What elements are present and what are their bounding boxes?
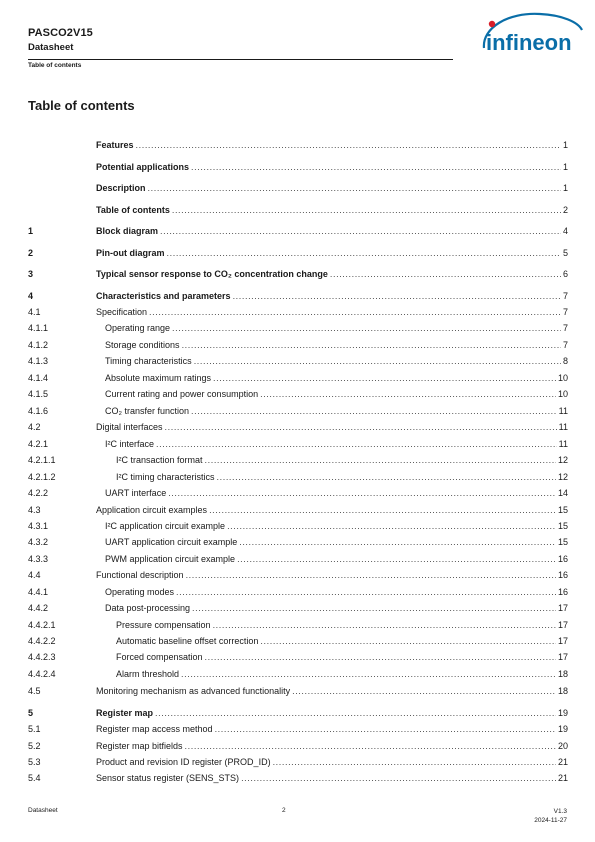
toc-entry-page: 16 (557, 554, 568, 564)
toc-entry-page: 2 (562, 205, 568, 215)
toc-entry[interactable] (28, 267, 568, 281)
toc-entry-page: 8 (562, 356, 568, 366)
toc-entry-line (116, 650, 568, 664)
header-doc-type: Datasheet (28, 42, 74, 53)
toc-entry-title: Operating modes (105, 587, 175, 597)
toc-entry-line (105, 338, 568, 352)
toc-entry[interactable] (28, 755, 568, 769)
toc-entry-line (96, 568, 568, 582)
toc-entry-line (96, 305, 568, 319)
toc-entry[interactable] (28, 246, 568, 260)
toc-entry-line (96, 420, 568, 434)
toc-dot-leader (205, 650, 556, 664)
toc-entry-page: 17 (557, 603, 568, 613)
toc-dot-leader (186, 568, 556, 582)
toc-entry-line (116, 634, 568, 648)
toc-entry-number: 4.2.1.1 (28, 455, 56, 465)
toc-dot-leader (237, 552, 556, 566)
toc-dot-leader (260, 634, 556, 648)
toc-entry[interactable] (28, 618, 568, 632)
toc-entry[interactable] (28, 453, 568, 467)
toc-entry[interactable] (28, 338, 568, 352)
toc-entry-page: 1 (562, 140, 568, 150)
toc-entry-line (96, 289, 568, 303)
toc-entry-number: 5.3 (28, 757, 41, 767)
toc-entry-page: 18 (557, 669, 568, 679)
toc-entry[interactable] (28, 387, 568, 401)
toc-entry-title: Operating range (105, 323, 171, 333)
toc-dot-leader (172, 203, 561, 217)
toc-dot-leader (181, 667, 556, 681)
toc-entry-line (105, 486, 568, 500)
header-section: Table of contents (28, 62, 82, 69)
toc-entry-page: 7 (562, 307, 568, 317)
toc-entry-number: 4.4.2.4 (28, 669, 56, 679)
toc-entry-line (105, 437, 568, 451)
toc-entry-page: 4 (562, 226, 568, 236)
toc-entry-line (105, 552, 568, 566)
toc-entry-page: 1 (562, 162, 568, 172)
toc-entry-line (96, 771, 568, 785)
toc-entry-title: Characteristics and parameters (96, 291, 231, 301)
toc-entry-number: 4.4.1 (28, 587, 49, 597)
toc-dot-leader (292, 684, 556, 698)
toc-entry-number: 4.4 (28, 570, 41, 580)
footer-doc-type: Datasheet (28, 807, 58, 814)
toc-entry-number: 5.4 (28, 773, 41, 783)
toc-entry-page: 16 (557, 587, 568, 597)
toc-entry-page: 11 (558, 406, 568, 416)
footer-page-number: 2 (282, 807, 286, 814)
footer-date: 2024-11-27 (534, 817, 567, 824)
toc-entry[interactable] (28, 181, 568, 195)
toc-entry-line (105, 404, 568, 418)
toc-entry-number: 4.4.2 (28, 603, 49, 613)
toc-entry-line (116, 470, 568, 484)
page-title: Table of contents (28, 98, 135, 113)
toc-entry-line (105, 371, 568, 385)
toc-entry-number: 4.1.4 (28, 373, 49, 383)
toc-entry-line (96, 203, 568, 217)
toc-dot-leader (155, 706, 556, 720)
toc-entry-title: Digital interfaces (96, 422, 163, 432)
toc-entry-title: Current rating and power consumption (105, 389, 259, 399)
toc-entry-page: 17 (557, 652, 568, 662)
toc-entry-number: 5.2 (28, 741, 41, 751)
toc-entry-page: 19 (557, 708, 568, 718)
toc-entry-title: CO₂ transfer function (105, 406, 190, 416)
toc-entry-number: 4.3 (28, 505, 41, 515)
toc-entry-number: 4.2.1 (28, 439, 49, 449)
toc-dot-leader (185, 739, 556, 753)
toc-entry[interactable] (28, 138, 568, 152)
toc-entry[interactable] (28, 552, 568, 566)
toc-dot-leader (209, 503, 556, 517)
toc-entry-line (105, 519, 568, 533)
toc-entry-number: 3 (28, 269, 34, 279)
toc-entry[interactable] (28, 420, 568, 434)
toc-entry-page: 14 (557, 488, 568, 498)
footer-revision (500, 807, 567, 825)
toc-entry[interactable] (28, 771, 568, 785)
toc-entry-number: 4.1.6 (28, 406, 49, 416)
toc-entry-line (96, 181, 568, 195)
toc-entry-page: 5 (562, 248, 568, 258)
toc-entry-number: 4.1.2 (28, 340, 49, 350)
toc-entry-number: 2 (28, 248, 34, 258)
toc-dot-leader (213, 371, 556, 385)
toc-entry-page: 17 (557, 620, 568, 630)
toc-dot-leader (241, 771, 556, 785)
toc-entry-page: 15 (557, 537, 568, 547)
toc-entry-title: Pin-out diagram (96, 248, 165, 258)
toc-entry-title: Functional description (96, 570, 184, 580)
toc-entry[interactable] (28, 706, 568, 720)
toc-entry[interactable] (28, 503, 568, 517)
toc-entry-title: I²C transaction format (116, 455, 203, 465)
toc-entry-line (96, 739, 568, 753)
toc-dot-leader (160, 224, 561, 238)
toc-entry-page: 10 (557, 389, 568, 399)
toc-dot-leader (191, 404, 557, 418)
toc-entry-title: Potential applications (96, 162, 190, 172)
toc-entry-title: Specification (96, 307, 148, 317)
toc-dot-leader (227, 519, 556, 533)
toc-entry[interactable] (28, 684, 568, 698)
toc-entry-title: Typical sensor response to CO₂ concentration change (96, 269, 328, 279)
header-product: PASCO2V15 (28, 27, 93, 39)
toc-dot-leader (167, 246, 561, 260)
toc-entry[interactable] (28, 404, 568, 418)
toc-entry-page: 7 (562, 323, 568, 333)
toc-entry-line (96, 224, 568, 238)
toc-dot-leader (172, 321, 561, 335)
toc-entry-line (105, 354, 568, 368)
toc-entry[interactable] (28, 585, 568, 599)
toc-entry-title: I²C application circuit example (105, 521, 226, 531)
toc-entry-page: 19 (557, 724, 568, 734)
toc-entry-number: 4.1 (28, 307, 41, 317)
toc-entry-title: Automatic baseline offset correction (116, 636, 259, 646)
toc-dot-leader (192, 601, 556, 615)
toc-entry[interactable] (28, 667, 568, 681)
toc-entry-title: Register map access method (96, 724, 213, 734)
toc-entry-number: 4.1.3 (28, 356, 49, 366)
toc-entry-title: PWM application circuit example (105, 554, 236, 564)
toc-entry[interactable] (28, 535, 568, 549)
toc-dot-leader (156, 437, 557, 451)
toc-dot-leader (165, 420, 557, 434)
toc-entry[interactable] (28, 354, 568, 368)
toc-dot-leader (217, 470, 556, 484)
toc-dot-leader (176, 585, 556, 599)
toc-entry[interactable] (28, 486, 568, 500)
toc-entry[interactable] (28, 371, 568, 385)
toc-entry-title: Storage conditions (105, 340, 180, 350)
toc-dot-leader (149, 305, 561, 319)
toc-entry[interactable] (28, 321, 568, 335)
toc-entry-page: 7 (562, 291, 568, 301)
toc-entry-title: Product and revision ID register (PROD_ID) (96, 757, 271, 767)
toc-entry[interactable] (28, 437, 568, 451)
toc-dot-leader (182, 338, 561, 352)
toc-entry-title: Register map bitfields (96, 741, 183, 751)
toc-entry-title: I²C interface (105, 439, 155, 449)
toc-entry-title: Description (96, 183, 146, 193)
toc-entry-line (96, 267, 568, 281)
toc-entry-line (96, 503, 568, 517)
toc-entry-title: I²C timing characteristics (116, 472, 215, 482)
toc-entry-number: 5 (28, 708, 34, 718)
toc-entry-number: 4.1.1 (28, 323, 49, 333)
footer-version: V1.3 (553, 808, 567, 815)
toc-dot-leader (194, 354, 561, 368)
toc-entry[interactable] (28, 568, 568, 582)
toc-entry[interactable] (28, 601, 568, 615)
toc-entry-title: Forced compensation (116, 652, 203, 662)
toc-entry[interactable] (28, 519, 568, 533)
toc-entry-page: 7 (562, 340, 568, 350)
toc-entry-line (116, 618, 568, 632)
toc-entry-title: Features (96, 140, 134, 150)
toc-dot-leader (330, 267, 561, 281)
toc-entry-line (105, 601, 568, 615)
toc-entry[interactable] (28, 722, 568, 736)
toc-dot-leader (233, 289, 561, 303)
toc-entry-page: 16 (557, 570, 568, 580)
logo-wordmark: infineon (486, 30, 572, 55)
toc-entry-title: UART application circuit example (105, 537, 238, 547)
toc-entry[interactable] (28, 224, 568, 238)
toc-entry-line (96, 138, 568, 152)
toc-entry-number: 4.4.2.3 (28, 652, 56, 662)
toc-entry-number: 1 (28, 226, 34, 236)
toc-dot-leader (191, 160, 561, 174)
toc-entry-page: 20 (557, 741, 568, 751)
toc-entry[interactable] (28, 739, 568, 753)
toc-entry-title: Pressure compensation (116, 620, 211, 630)
toc-entry-page: 6 (562, 269, 568, 279)
toc-entry[interactable] (28, 289, 568, 303)
toc-entry-title: Monitoring mechanism as advanced functionality (96, 686, 291, 696)
toc-entry-number: 4.2.1.2 (28, 472, 56, 482)
toc-dot-leader (205, 453, 556, 467)
toc-entry-line (105, 585, 568, 599)
toc-entry-page: 18 (557, 686, 568, 696)
toc-entry-number: 4.4.2.1 (28, 620, 56, 630)
toc-dot-leader (148, 181, 561, 195)
toc-entry[interactable] (28, 305, 568, 319)
toc-entry-line (105, 321, 568, 335)
toc-entry-page: 11 (558, 439, 568, 449)
toc-dot-leader (213, 618, 556, 632)
toc-entry[interactable] (28, 634, 568, 648)
toc-entry-title: Application circuit examples (96, 505, 208, 515)
toc-entry-page: 21 (557, 773, 568, 783)
toc-entry-number: 4.3.2 (28, 537, 49, 547)
toc-entry-title: Block diagram (96, 226, 159, 236)
toc-dot-leader (136, 138, 561, 152)
toc-entry-line (105, 535, 568, 549)
toc-entry-line (96, 246, 568, 260)
toc-entry-line (116, 453, 568, 467)
toc-entry-page: 10 (557, 373, 568, 383)
toc-dot-leader (215, 722, 556, 736)
toc-entry-number: 4.3.3 (28, 554, 49, 564)
toc-dot-leader (239, 535, 556, 549)
toc-dot-leader (168, 486, 556, 500)
toc-entry-page: 12 (557, 455, 568, 465)
toc-entry-line (96, 684, 568, 698)
toc-entry-line (96, 755, 568, 769)
toc-entry-line (96, 706, 568, 720)
toc-entry-title: Table of contents (96, 205, 170, 215)
toc-dot-leader (260, 387, 556, 401)
toc-entry-line (96, 722, 568, 736)
toc-entry-page: 15 (557, 521, 568, 531)
toc-entry[interactable] (28, 650, 568, 664)
toc-entry-page: 17 (557, 636, 568, 646)
toc-entry-title: Sensor status register (SENS_STS) (96, 773, 240, 783)
toc-entry-number: 4.2.2 (28, 488, 49, 498)
toc-entry-number: 4.4.2.2 (28, 636, 56, 646)
toc-entry-number: 4.3.1 (28, 521, 49, 531)
toc-entry-line (105, 387, 568, 401)
toc-entry-page: 21 (557, 757, 568, 767)
toc-entry-number: 4.5 (28, 686, 41, 696)
toc-entry-number: 5.1 (28, 724, 41, 734)
toc-entry[interactable] (28, 203, 568, 217)
toc-entry-title: Timing characteristics (105, 356, 192, 366)
toc-entry-title: Alarm threshold (116, 669, 180, 679)
toc-entry-page: 11 (558, 422, 568, 432)
toc-entry[interactable] (28, 470, 568, 484)
toc-dot-leader (273, 755, 556, 769)
toc-entry-page: 1 (562, 183, 568, 193)
toc-entry-number: 4.1.5 (28, 389, 49, 399)
toc-entry-title: Data post-processing (105, 603, 191, 613)
toc-entry-title: Register map (96, 708, 154, 718)
toc-entry-line (116, 667, 568, 681)
toc-entry-number: 4.2 (28, 422, 41, 432)
toc-entry-number: 4 (28, 291, 34, 301)
toc-entry-title: Absolute maximum ratings (105, 373, 212, 383)
toc-entry-line (96, 160, 568, 174)
toc-entry[interactable] (28, 160, 568, 174)
toc-entry-title: UART interface (105, 488, 167, 498)
toc-entry-page: 15 (557, 505, 568, 515)
toc-entry-page: 12 (557, 472, 568, 482)
